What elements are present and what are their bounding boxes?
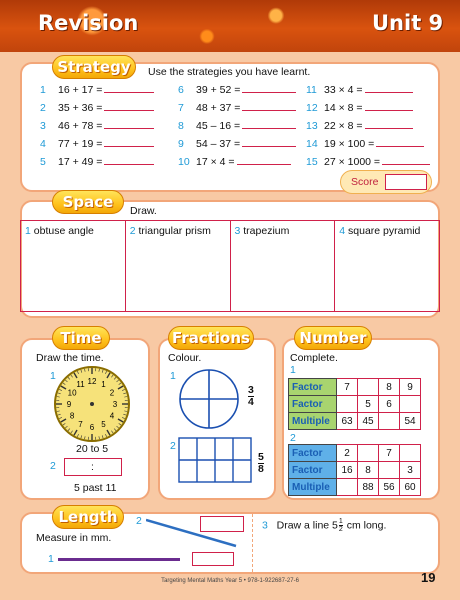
answer-blank[interactable] xyxy=(376,139,424,147)
clock-number: 4 xyxy=(109,411,115,421)
clock-number: 6 xyxy=(89,423,95,432)
table-header-cell: Factor xyxy=(289,379,337,396)
length-q3: 3 Draw a line 5 $\frac{1}{2}$ cm long. xyxy=(262,518,387,533)
table-cell: 16 xyxy=(337,462,358,479)
answer-blank[interactable] xyxy=(104,157,154,165)
strategy-question-15: 15 27 × 1000 = xyxy=(306,156,430,168)
fractions-q1-number: 1 xyxy=(170,370,176,382)
table-cell: 60 xyxy=(400,479,421,496)
fractions-tag: Fractions xyxy=(168,326,254,350)
length-q1-number: 1 xyxy=(48,553,54,565)
clock-number: 7 xyxy=(78,419,83,429)
table-cell: 88 xyxy=(358,479,379,496)
score-input[interactable] xyxy=(385,174,427,190)
space-instruction: Draw. xyxy=(130,205,157,217)
answer-cell[interactable] xyxy=(337,396,358,413)
clock-number: 1 xyxy=(101,380,106,390)
strategy-question-1: 1 16 + 17 = xyxy=(40,84,154,96)
clock-number: 8 xyxy=(69,411,75,421)
answer-cell[interactable] xyxy=(379,462,400,479)
time-q2-caption: 5 past 11 xyxy=(74,482,117,494)
score-box xyxy=(340,170,432,194)
table-cell: 63 xyxy=(337,413,358,430)
strategy-question-3: 3 46 + 78 = xyxy=(40,120,154,132)
length-tag: Length xyxy=(52,505,124,529)
answer-blank[interactable] xyxy=(104,103,154,111)
answer-blank[interactable] xyxy=(242,85,296,93)
answer-blank[interactable] xyxy=(104,85,154,93)
clock-number: 3 xyxy=(112,400,118,409)
fraction-circle-quarters[interactable] xyxy=(178,368,240,430)
footer-text: Targeting Mental Maths Year 5 • 978-1-922687-27-6 xyxy=(161,578,299,584)
answer-blank[interactable] xyxy=(365,103,413,111)
number-instruction: Complete. xyxy=(290,352,338,364)
answer-cell[interactable] xyxy=(358,445,379,462)
fraction-grid-eighths[interactable] xyxy=(178,437,252,483)
strategy-question-14: 14 19 × 100 = xyxy=(306,138,424,150)
strategy-question-11: 11 33 × 4 = xyxy=(306,84,413,96)
time-instruction: Draw the time. xyxy=(36,352,104,364)
table-cell: 7 xyxy=(337,379,358,396)
answer-cell[interactable] xyxy=(358,379,379,396)
page-header xyxy=(0,0,460,52)
space-tag: Space xyxy=(52,190,124,214)
strategy-question-12: 12 14 × 8 = xyxy=(306,102,413,114)
answer-blank[interactable] xyxy=(365,121,413,129)
strategy-question-10: 10 17 × 4 = xyxy=(178,156,291,168)
strategy-question-6: 6 39 + 52 = xyxy=(178,84,296,96)
strategy-tag: Strategy xyxy=(52,55,136,79)
clock-number: 9 xyxy=(66,400,72,409)
table-cell: 5 xyxy=(358,396,379,413)
answer-blank[interactable] xyxy=(237,157,291,165)
table-cell: 7 xyxy=(379,445,400,462)
fractions-instruction: Colour. xyxy=(168,352,202,364)
table-cell: 2 xyxy=(337,445,358,462)
table-cell: 8 xyxy=(358,462,379,479)
number-q1-number: 1 xyxy=(290,364,296,376)
table-header-cell: Multiple xyxy=(289,413,337,430)
table-cell: 3 xyxy=(400,462,421,479)
time-q2-number: 2 xyxy=(50,460,56,472)
answer-blank[interactable] xyxy=(242,139,296,147)
strategy-question-7: 7 48 + 37 = xyxy=(178,102,296,114)
clock-face-icon[interactable] xyxy=(52,364,132,444)
time-q1-number: 1 xyxy=(50,370,56,382)
number-tag: Number xyxy=(294,326,372,350)
unit-title: Unit 9 xyxy=(372,11,444,35)
strategy-question-8: 8 45 – 16 = xyxy=(178,120,296,132)
page-number: 19 xyxy=(421,570,436,585)
length-line-1 xyxy=(58,558,180,561)
table-cell: 54 xyxy=(400,413,421,430)
time-q1-caption: 20 to 5 xyxy=(76,443,109,455)
answer-cell[interactable] xyxy=(379,413,400,430)
table-cell: 45 xyxy=(358,413,379,430)
answer-blank[interactable] xyxy=(242,121,296,129)
score-label: Score xyxy=(351,176,379,188)
length-answer-2[interactable] xyxy=(200,516,244,532)
answer-cell[interactable] xyxy=(337,479,358,496)
number-q2-number: 2 xyxy=(290,432,296,444)
table-header-cell: Multiple xyxy=(289,479,337,496)
fraction-3-4: 3 4 xyxy=(248,384,254,408)
length-divider xyxy=(252,514,253,572)
length-answer-1[interactable] xyxy=(192,552,234,566)
answer-blank[interactable] xyxy=(382,157,430,165)
digital-colon: : xyxy=(91,461,94,473)
factor-multiple-table-2 xyxy=(288,444,421,496)
space-cell-square-pyramid[interactable]: 4 square pyramid xyxy=(339,225,421,237)
revision-title: Revision xyxy=(38,11,139,35)
clock-number: 10 xyxy=(67,388,77,398)
table-cell: 56 xyxy=(379,479,400,496)
space-cell-obtuse-angle[interactable]: 1 obtuse angle xyxy=(21,221,126,311)
clock-number: 5 xyxy=(101,419,106,429)
answer-blank[interactable] xyxy=(242,103,296,111)
clock-number: 11 xyxy=(76,380,85,390)
length-q2-number: 2 xyxy=(136,515,142,527)
fractions-q2-number: 2 xyxy=(170,440,176,452)
strategy-instruction: Use the strategies you have learnt. xyxy=(148,66,311,78)
table-header-cell: Factor xyxy=(289,462,337,479)
clock-number: 2 xyxy=(109,388,115,398)
clock-number: 12 xyxy=(87,377,97,386)
length-instruction: Measure in mm. xyxy=(36,532,112,544)
table-header-cell: Factor xyxy=(289,396,337,413)
strategy-question-4: 4 77 + 19 = xyxy=(40,138,154,150)
fraction-5-8: 5 8 xyxy=(258,451,264,475)
space-grid xyxy=(20,220,440,312)
table-cell: 8 xyxy=(379,379,400,396)
table-cell: 6 xyxy=(379,396,400,413)
table-header-cell: Factor xyxy=(289,445,337,462)
answer-blank[interactable] xyxy=(104,139,154,147)
time-tag: Time xyxy=(52,326,110,350)
factor-multiple-table-1 xyxy=(288,378,421,430)
answer-cell[interactable] xyxy=(400,396,421,413)
answer-blank[interactable] xyxy=(104,121,154,129)
strategy-question-9: 9 54 – 37 = xyxy=(178,138,296,150)
answer-blank[interactable] xyxy=(365,85,413,93)
space-cell-trapezium[interactable]: 3 trapezium xyxy=(231,221,336,311)
space-cell-triangular-prism[interactable]: 2 triangular prism xyxy=(126,221,231,311)
strategy-question-5: 5 17 + 49 = xyxy=(40,156,154,168)
table-cell: 9 xyxy=(400,379,421,396)
answer-cell[interactable] xyxy=(400,445,421,462)
strategy-question-13: 13 22 × 8 = xyxy=(306,120,413,132)
strategy-question-2: 2 35 + 36 = xyxy=(40,102,154,114)
